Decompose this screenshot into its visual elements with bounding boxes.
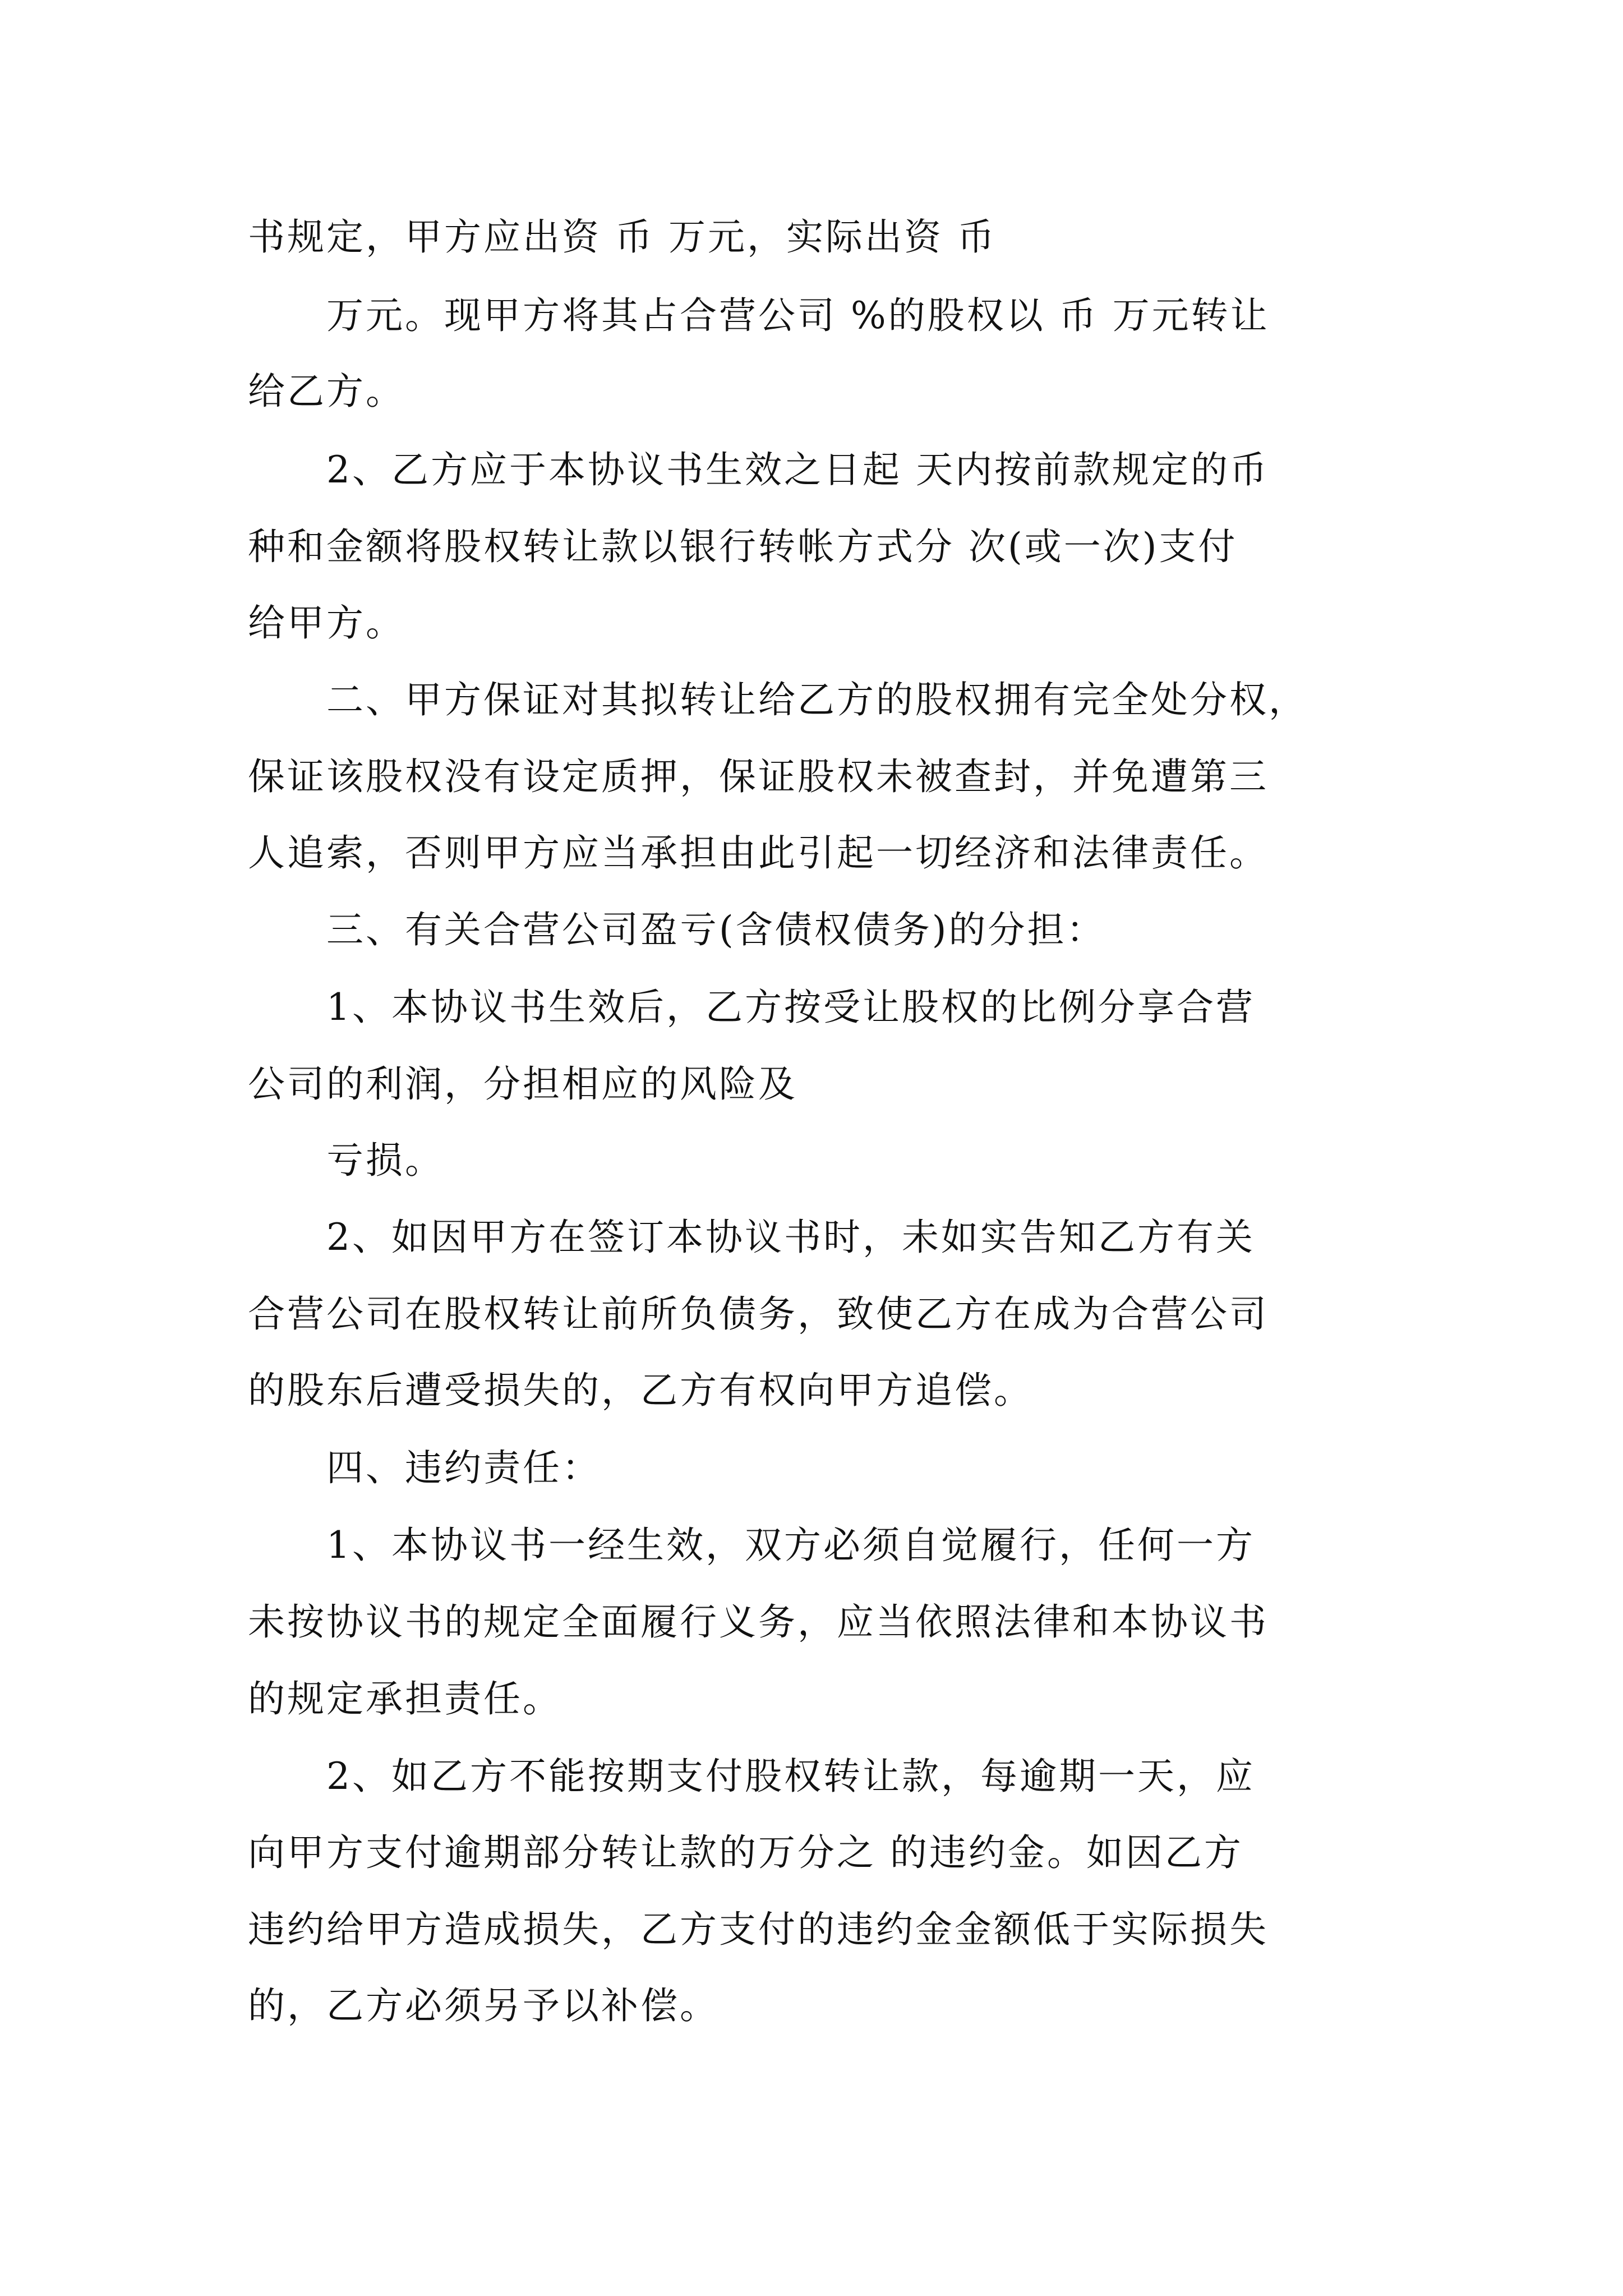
text-line: 书规定，甲方应出资 币 万元，实际出资 币	[248, 215, 997, 259]
text-line: 人追索，否则甲方应当承担由此引起一切经济和法律责任。	[248, 831, 1269, 875]
text-line: 2、如因甲方在签订本协议书时，未如实告知乙方有关	[248, 1216, 1255, 1259]
text-line: 给乙方。	[248, 370, 405, 413]
text-line: 的，乙方必须另予以补偿。	[248, 1984, 719, 2027]
text-line: 向甲方支付逾期部分转让款的万分之 的违约金。如因乙方	[248, 1831, 1243, 1874]
text-line: 未按协议书的规定全面履行义务，应当依照法律和本协议书	[248, 1600, 1269, 1644]
text-line: 违约给甲方造成损失，乙方支付的违约金金额低于实际损失	[248, 1908, 1269, 1951]
text-line: 四、违约责任：	[248, 1446, 601, 1489]
text-line: 的股东后遭受损失的，乙方有权向甲方追偿。	[248, 1369, 1033, 1412]
text-line: 2、乙方应于本协议书生效之日起 天内按前款规定的币	[248, 448, 1269, 491]
text-line: 1、本协议书一经生效，双方必须自觉履行，任何一方	[248, 1524, 1255, 1567]
text-line: 亏损。	[248, 1139, 444, 1182]
text-line: 三、有关合营公司盈亏(含债权债务)的分担：	[248, 908, 1106, 951]
text-line: 保证该股权没有设定质押，保证股权未被查封，并免遭第三	[248, 755, 1269, 798]
text-line: 的规定承担责任。	[248, 1677, 562, 1720]
text-line: 种和金额将股权转让款以银行转帐方式分 次(或一次)支付	[248, 525, 1238, 568]
text-line: 1、本协议书生效后，乙方按受让股权的比例分享合营	[248, 986, 1255, 1029]
text-line: 万元。现甲方将其占合营公司 %的股权以 币 万元转让	[248, 294, 1270, 337]
text-line: 公司的利润，分担相应的风险及	[248, 1062, 797, 1106]
text-line: 2、如乙方不能按期支付股权转让款，每逾期一天，应	[248, 1755, 1255, 1798]
text-line: 二、甲方保证对其拟转让给乙方的股权拥有完全处分权，	[248, 678, 1308, 721]
text-line: 给甲方。	[248, 601, 405, 645]
text-line: 合营公司在股权转让前所负债务，致使乙方在成为合营公司	[248, 1292, 1269, 1336]
